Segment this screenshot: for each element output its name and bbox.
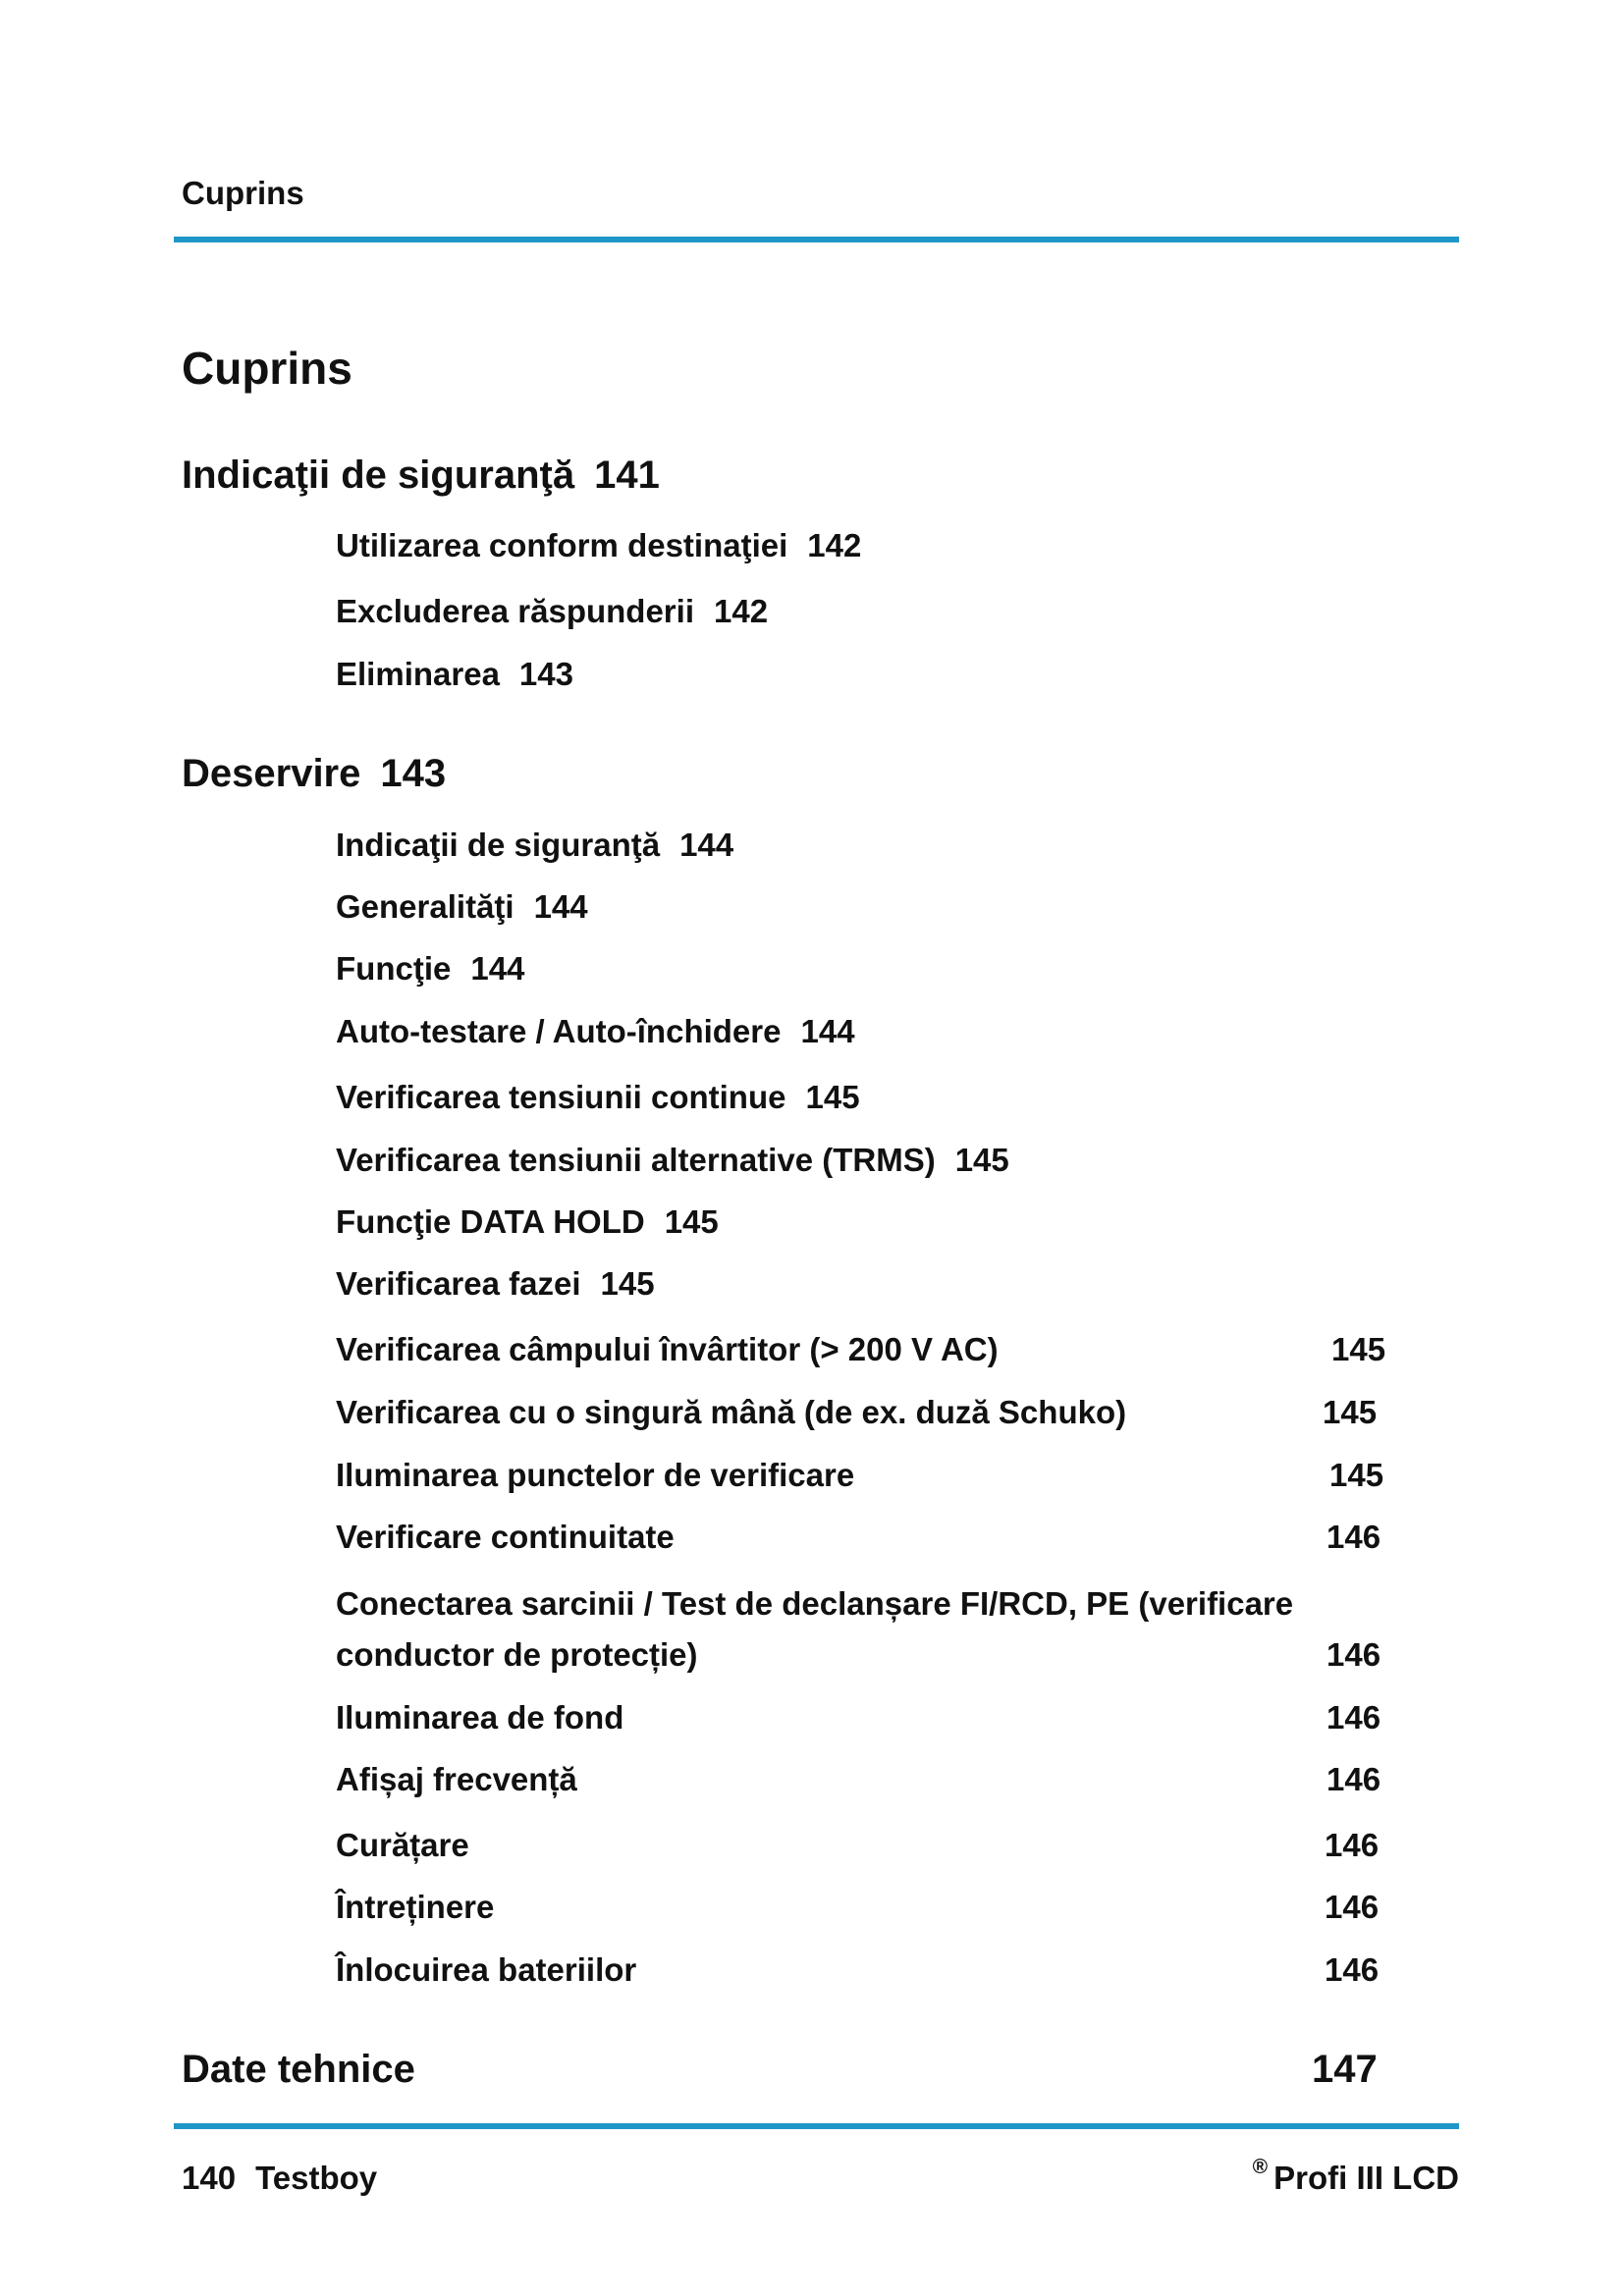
toc-entry[interactable] (336, 1331, 999, 1368)
toc-entry[interactable] (336, 656, 573, 693)
toc-entry-page: 145 (954, 1142, 1009, 1178)
toc-entry[interactable] (336, 1394, 1126, 1431)
toc-entry[interactable] (336, 1142, 1009, 1179)
toc-section-page: 141 (594, 454, 660, 497)
toc-entry[interactable] (336, 593, 768, 630)
footer-right (1252, 2156, 1459, 2197)
toc-entry[interactable] (336, 1203, 719, 1241)
toc-entry-title: Indicaţii de siguranţă (336, 827, 661, 863)
toc-entry-title: Auto-testare / Auto-închidere (336, 1013, 782, 1049)
toc-entry-title: Afișaj frecvență (336, 1761, 577, 1797)
toc-entry[interactable] (336, 888, 588, 926)
toc-section-page: 143 (380, 752, 447, 795)
toc-entry-page: 145 (600, 1265, 655, 1302)
toc-section-title: Indicaţii de siguranţă (182, 454, 575, 497)
toc-entry-title: Utilizarea conform destinaţiei (336, 527, 788, 563)
footer-product: Profi III LCD (1273, 2160, 1459, 2196)
toc-entry-page: 144 (679, 827, 734, 863)
toc-entry-page: 145 (1331, 1331, 1386, 1367)
toc-entry-page: 146 (1326, 1761, 1381, 1797)
footer-rule (174, 2123, 1459, 2129)
toc-section[interactable] (182, 2048, 415, 2092)
registered-mark: ® (1252, 2156, 1269, 2178)
running-header: Cuprins (182, 175, 304, 211)
toc-entry[interactable] (336, 1013, 855, 1050)
toc-entry-title: Întreținere (336, 1889, 495, 1925)
toc-entry[interactable] (336, 1519, 675, 1556)
toc-entry-title: Verificarea câmpului învârtitor (> 200 V AC) (336, 1331, 999, 1367)
toc-entry-page: 144 (533, 888, 588, 925)
toc-entry[interactable] (336, 1457, 854, 1494)
toc-entry-title: Înlocuirea bateriilor (336, 1951, 637, 1988)
toc-entry-page: 144 (800, 1013, 855, 1049)
toc-entry[interactable] (336, 1699, 623, 1736)
toc-entry[interactable] (336, 1265, 655, 1303)
toc-entry[interactable] (336, 1889, 494, 1926)
footer-left (182, 2160, 377, 2197)
toc-entry-page: 145 (805, 1079, 860, 1115)
toc-entry-page: 145 (1323, 1394, 1378, 1430)
toc-entry[interactable] (336, 950, 524, 988)
toc-entry-page: 146 (1325, 1951, 1380, 1988)
toc-entry-title: Conectarea sarcinii / Test de declanșare FI/RCD, PE (verificare (336, 1585, 1294, 1622)
toc-entry-title: Excluderea răspunderii (336, 593, 694, 629)
toc-section-title: Deservire (182, 752, 361, 795)
toc-entry-page: 142 (807, 527, 862, 563)
toc-section-title: Date tehnice (182, 2048, 415, 2091)
toc-entry-line1[interactable] (336, 1585, 1293, 1623)
toc-entry-page: 146 (1325, 1889, 1380, 1925)
toc-entry[interactable] (336, 1079, 860, 1116)
header-rule (174, 237, 1459, 242)
toc-entry[interactable] (336, 527, 861, 564)
toc-entry-title: conductor de protecție) (336, 1636, 698, 1673)
toc-entry-page: 145 (1329, 1457, 1384, 1493)
toc-entry-title: Funcţie (336, 950, 452, 987)
toc-section-page: 147 (1312, 2048, 1378, 2091)
toc-entry-page: 145 (664, 1203, 719, 1240)
toc-entry-page: 144 (470, 950, 525, 987)
toc-entry-page: 142 (713, 593, 769, 629)
toc-entry-title: Eliminarea (336, 656, 500, 692)
footer-page-number: 140 (182, 2160, 237, 2196)
toc-entry-title: Iluminarea de fond (336, 1699, 624, 1735)
toc-entry[interactable] (336, 1827, 469, 1864)
toc-entry-page: 146 (1326, 1519, 1381, 1555)
toc-entry-title: Verificarea fazei (336, 1265, 581, 1302)
toc-entry-page: 146 (1325, 1827, 1380, 1863)
toc-section[interactable] (182, 454, 660, 498)
toc-entry-title: Verificarea cu o singură mână (de ex. duză Schuko) (336, 1394, 1127, 1430)
page-title: Cuprins (182, 343, 352, 394)
toc-entry-title: Generalităţi (336, 888, 514, 925)
toc-entry-page: 143 (518, 656, 573, 692)
footer-brand: Testboy (255, 2160, 378, 2196)
toc-entry-title: Funcţie DATA HOLD (336, 1203, 645, 1240)
toc-entry-title: Iluminarea punctelor de verificare (336, 1457, 855, 1493)
toc-entry[interactable] (336, 1951, 636, 1989)
toc-entry-title: Curățare (336, 1827, 469, 1863)
toc-entry-title: Verificare continuitate (336, 1519, 675, 1555)
toc-entry-page: 146 (1326, 1699, 1381, 1735)
toc-entry-title: Verificarea tensiunii alternative (TRMS) (336, 1142, 936, 1178)
toc-entry-title: Verificarea tensiunii continue (336, 1079, 786, 1115)
toc-section[interactable] (182, 752, 446, 796)
toc-entry-page: 146 (1326, 1636, 1381, 1673)
toc-entry[interactable] (336, 1761, 577, 1798)
toc-entry[interactable] (336, 827, 733, 864)
toc-entry-line2[interactable] (336, 1636, 698, 1674)
